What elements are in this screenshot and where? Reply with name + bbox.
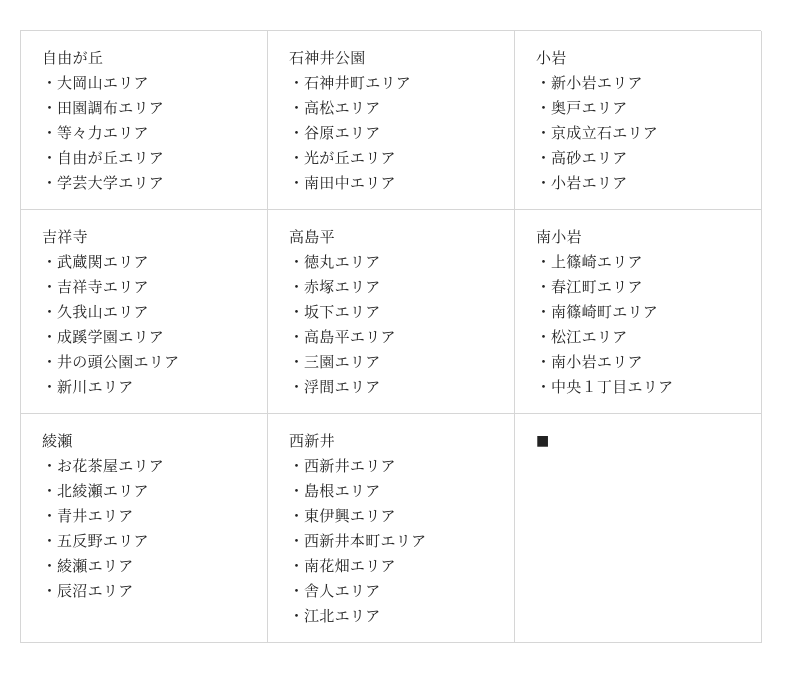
area-link[interactable]: 三園エリア <box>304 353 381 371</box>
bullet: ・ <box>289 532 305 550</box>
area-list <box>289 250 514 400</box>
bullet: ・ <box>42 507 58 525</box>
area-link[interactable]: 島根エリア <box>304 482 381 500</box>
area-title: 高島平 <box>289 228 335 246</box>
area-link[interactable]: 吉祥寺エリア <box>57 278 149 296</box>
bullet: ・ <box>289 507 305 525</box>
bullet: ・ <box>289 582 305 600</box>
list-item <box>289 300 514 325</box>
area-link[interactable]: 京成立石エリア <box>551 124 659 142</box>
list-item <box>289 375 514 400</box>
area-link[interactable]: 小岩エリア <box>551 174 628 192</box>
list-item <box>42 121 267 146</box>
area-link[interactable]: 田園調布エリア <box>57 99 165 117</box>
area-title: 吉祥寺 <box>42 228 88 246</box>
list-item <box>289 604 514 629</box>
bullet: ・ <box>536 328 552 346</box>
list-item <box>536 146 761 171</box>
bullet: ・ <box>536 99 552 117</box>
list-item <box>42 146 267 171</box>
area-link[interactable]: 自由が丘エリア <box>57 149 165 167</box>
list-item <box>42 554 267 579</box>
list-item <box>536 325 761 350</box>
list-item <box>289 579 514 604</box>
list-item <box>42 96 267 121</box>
area-link[interactable]: 綾瀬エリア <box>57 557 134 575</box>
area-cell-4 <box>268 210 515 414</box>
bullet: ・ <box>42 174 58 192</box>
area-link[interactable]: 赤塚エリア <box>304 278 381 296</box>
bullet: ・ <box>289 607 305 625</box>
list-item <box>536 375 761 400</box>
list-item <box>289 96 514 121</box>
list-item <box>42 71 267 96</box>
area-list <box>289 71 514 196</box>
area-cell-7 <box>268 414 515 643</box>
list-item <box>42 350 267 375</box>
list-item <box>289 529 514 554</box>
area-link[interactable]: 北綾瀬エリア <box>57 482 149 500</box>
area-link[interactable]: 西新井本町エリア <box>304 532 427 550</box>
area-link[interactable]: 新川エリア <box>57 378 134 396</box>
bullet: ・ <box>536 74 552 92</box>
area-link[interactable]: 青井エリア <box>57 507 134 525</box>
area-link[interactable]: 松江エリア <box>551 328 628 346</box>
area-link[interactable]: 新小岩エリア <box>551 74 643 92</box>
list-item <box>289 454 514 479</box>
list-item <box>289 71 514 96</box>
area-link[interactable]: お花茶屋エリア <box>57 457 165 475</box>
list-item <box>42 325 267 350</box>
bullet: ・ <box>289 328 305 346</box>
area-link[interactable]: 石神井町エリア <box>304 74 412 92</box>
list-item <box>289 171 514 196</box>
area-link[interactable]: 西新井エリア <box>304 457 396 475</box>
bullet: ・ <box>289 124 305 142</box>
area-link[interactable]: 南篠崎町エリア <box>551 303 659 321</box>
area-link[interactable]: 大岡山エリア <box>57 74 149 92</box>
area-title: 自由が丘 <box>42 49 104 67</box>
list-item <box>536 121 761 146</box>
area-link[interactable]: 高松エリア <box>304 99 381 117</box>
list-item <box>42 454 267 479</box>
area-link[interactable]: 井の頭公園エリア <box>57 353 180 371</box>
bullet: ・ <box>289 174 305 192</box>
area-link[interactable]: 中央１丁目エリア <box>551 378 674 396</box>
area-cell-1 <box>268 31 515 210</box>
area-title: 南小岩 <box>536 228 582 246</box>
list-item <box>42 479 267 504</box>
bullet: ・ <box>42 99 58 117</box>
bullet: ・ <box>289 149 305 167</box>
list-item <box>536 250 761 275</box>
area-list <box>42 71 267 196</box>
bullet: ・ <box>289 457 305 475</box>
area-list <box>536 71 761 196</box>
area-link[interactable]: 南花畑エリア <box>304 557 396 575</box>
list-item <box>289 554 514 579</box>
list-item <box>42 579 267 604</box>
bullet: ・ <box>289 99 305 117</box>
list-item <box>289 121 514 146</box>
area-link[interactable]: 谷原エリア <box>304 124 381 142</box>
bullet: ・ <box>42 353 58 371</box>
bullet: ・ <box>536 278 552 296</box>
bullet: ・ <box>42 328 58 346</box>
bullet: ・ <box>42 582 58 600</box>
area-link[interactable]: 久我山エリア <box>57 303 149 321</box>
bullet: ・ <box>42 303 58 321</box>
bullet: ・ <box>289 278 305 296</box>
area-link[interactable]: 等々力エリア <box>57 124 149 142</box>
area-link[interactable]: 東伊興エリア <box>304 507 396 525</box>
bullet: ・ <box>536 174 552 192</box>
area-link[interactable]: 南田中エリア <box>304 174 396 192</box>
area-link[interactable]: 舎人エリア <box>304 582 381 600</box>
list-item <box>536 275 761 300</box>
area-cell-3 <box>21 210 268 414</box>
area-cell-empty <box>515 414 762 643</box>
list-item <box>536 350 761 375</box>
area-title: 小岩 <box>536 49 567 67</box>
bullet: ・ <box>42 278 58 296</box>
bullet: ・ <box>289 378 305 396</box>
area-link[interactable]: 高島平エリア <box>304 328 396 346</box>
list-item <box>536 71 761 96</box>
list-item <box>289 146 514 171</box>
list-item <box>42 300 267 325</box>
bullet: ・ <box>536 149 552 167</box>
area-link[interactable]: 成蹊学園エリア <box>57 328 165 346</box>
list-item <box>289 250 514 275</box>
area-list <box>289 454 514 629</box>
list-item <box>42 250 267 275</box>
bullet: ・ <box>42 482 58 500</box>
bullet: ・ <box>42 532 58 550</box>
bullet: ・ <box>289 482 305 500</box>
area-cell-0 <box>21 31 268 210</box>
area-link[interactable]: 徳丸エリア <box>304 253 381 271</box>
list-item <box>289 275 514 300</box>
list-item <box>536 300 761 325</box>
area-link[interactable]: 坂下エリア <box>304 303 381 321</box>
list-item <box>536 96 761 121</box>
list-item <box>289 504 514 529</box>
area-link[interactable]: 五反野エリア <box>57 532 149 550</box>
bullet: ・ <box>289 74 305 92</box>
area-cell-2 <box>515 31 762 210</box>
bullet: ・ <box>536 124 552 142</box>
bullet: ・ <box>42 149 58 167</box>
area-link[interactable]: 高砂エリア <box>551 149 628 167</box>
area-title: 綾瀬 <box>42 432 73 450</box>
bullet: ・ <box>536 378 552 396</box>
area-title: 西新井 <box>289 432 335 450</box>
bullet: ・ <box>42 253 58 271</box>
bullet: ・ <box>42 74 58 92</box>
list-item <box>42 529 267 554</box>
area-link[interactable]: 南小岩エリア <box>551 353 643 371</box>
area-grid <box>20 30 761 643</box>
area-link[interactable]: 光が丘エリア <box>304 149 396 167</box>
list-item <box>289 325 514 350</box>
area-link[interactable]: 武蔵関エリア <box>57 253 149 271</box>
area-cell-5 <box>515 210 762 414</box>
area-title: 石神井公園 <box>289 49 366 67</box>
bullet: ・ <box>289 253 305 271</box>
bullet: ・ <box>42 457 58 475</box>
area-link[interactable]: 上篠崎エリア <box>551 253 643 271</box>
area-link[interactable]: 辰沼エリア <box>57 582 134 600</box>
bullet: ・ <box>42 378 58 396</box>
bullet: ・ <box>536 353 552 371</box>
bullet: ・ <box>536 253 552 271</box>
bullet: ・ <box>42 557 58 575</box>
bullet: ・ <box>289 353 305 371</box>
list-item <box>42 504 267 529</box>
area-link[interactable]: 浮間エリア <box>304 378 381 396</box>
list-item <box>536 171 761 196</box>
square-mark: ■ <box>536 433 550 449</box>
area-list <box>536 250 761 400</box>
bullet: ・ <box>289 303 305 321</box>
list-item <box>42 375 267 400</box>
area-link[interactable]: 春江町エリア <box>551 278 643 296</box>
list-item <box>42 171 267 196</box>
area-link[interactable]: 学芸大学エリア <box>57 174 165 192</box>
area-cell-6 <box>21 414 268 643</box>
bullet: ・ <box>536 303 552 321</box>
area-list <box>42 250 267 400</box>
area-list <box>42 454 267 604</box>
list-item <box>289 350 514 375</box>
area-link[interactable]: 江北エリア <box>304 607 381 625</box>
bullet: ・ <box>289 557 305 575</box>
bullet: ・ <box>42 124 58 142</box>
area-link[interactable]: 奥戸エリア <box>551 99 628 117</box>
list-item <box>289 479 514 504</box>
list-item <box>42 275 267 300</box>
